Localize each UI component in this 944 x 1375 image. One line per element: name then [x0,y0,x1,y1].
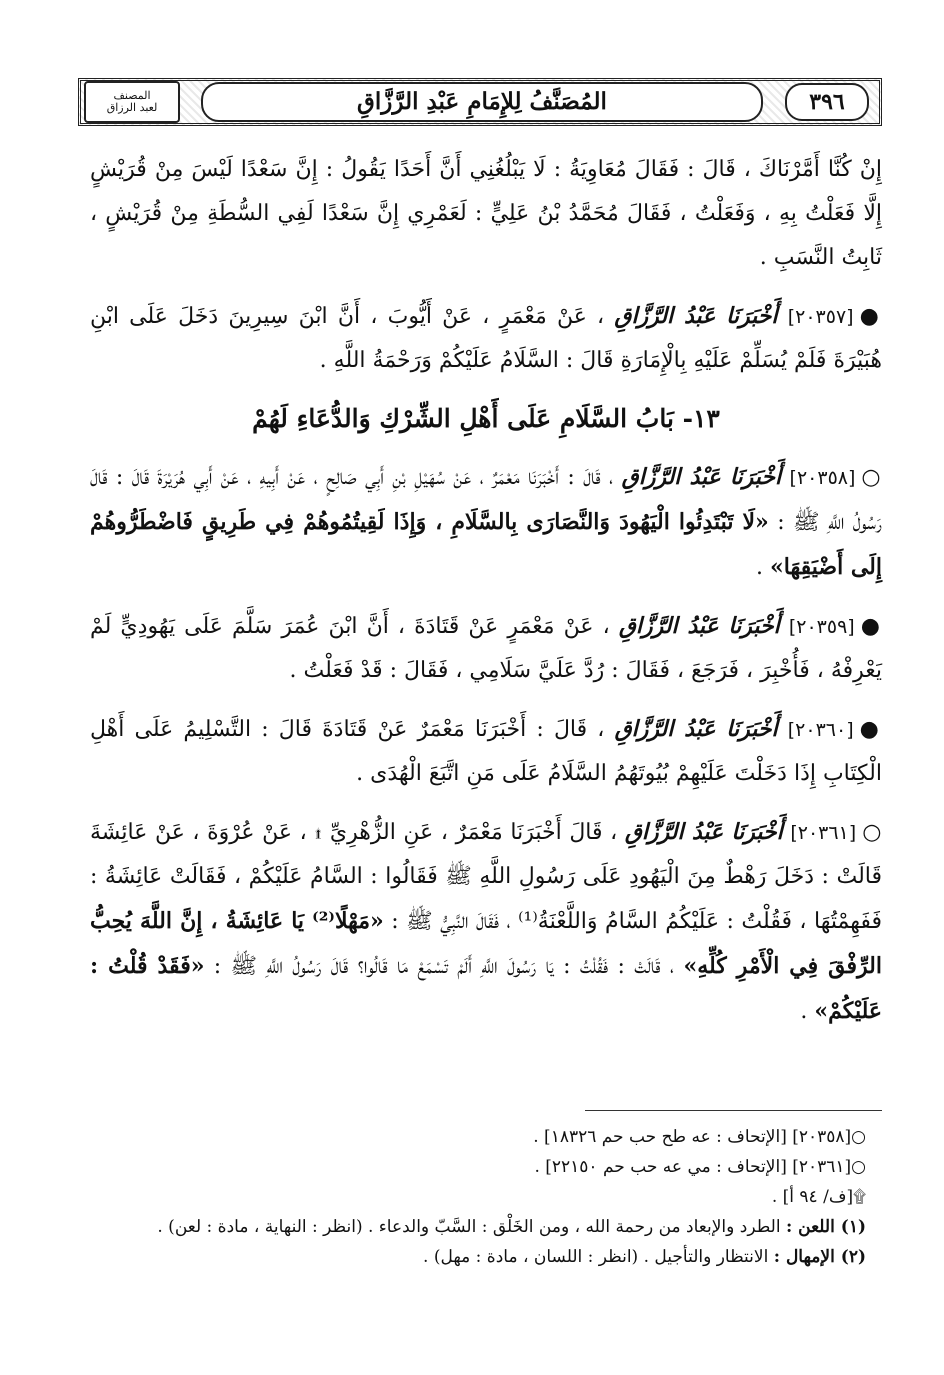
hadith-text: ، عَنْ مَعْمَرٍ ، عَنْ أَيُّوبَ ، أَنَّ ابْنَ سِيرِينَ دَخَلَ عَلَى ابْنِ هُبَيْرَةَ فَلَمْ يُسَلِّمْ عَلَيْهِ بِالْإِمَارَةِ قَالَ : السَّلَامُ عَلَيْكُمْ وَرَحْمَةُ اللَّهِ . [90,304,882,373]
isnad-opening: أَخْبَرَنَا عَبْدُ الرَّزَّاقِ [614,716,778,742]
footnote-2 [90,1242,866,1272]
hadith-isnad: ، قَالَ : أَخْبَرَنَا مَعْمَرٌ ، عَنْ سُهَيْلِ بْنِ أَبِي صَالِحٍ ، عَنْ أَبِيهِ ، عَنْ أَبِي هُرَيْرَةَ قَالَ : قَالَ رَسُولُ اللَّهِ ﷺ : [90,465,882,535]
circle-marker: ○ [862,819,882,845]
bullet-marker: ● [860,613,883,639]
hadith-20357 [90,294,882,383]
footnotes [90,1122,866,1272]
hadith-text: ، قَالَ : أَخْبَرَنَا مَعْمَرٌ عَنْ قَتَادَةَ قَالَ : التَّسْلِيمُ عَلَى أَهْلِ الْكِتَابِ إِذَا دَخَلْتَ عَلَيْهِمْ بُيُوتَهُمُ السَّلَامُ عَلَى مَنِ اتَّبَعَ الْهُدَى . [90,717,882,786]
hadith-number: [٢٠٣٥٧] [787,306,854,328]
bullet-marker: ● [859,716,882,742]
footnote-ithaf-20358: ○[٢٠٣٥٨] [الإتحاف : عه طح حب حم ١٨٣٢٦] . [533,1127,866,1147]
footnote-term: (١) اللعن : [785,1217,866,1237]
bullet-marker: ● [859,303,882,329]
hadith-20360 [90,707,882,796]
hadith-20358 [90,455,882,590]
hadith-end: . [800,999,808,1024]
isnad-opening: أَخْبَرَنَا عَبْدُ الرَّزَّاقِ [614,303,778,329]
book-title: المُصَنَّفُ لِلإِمَامِ عَبْدِ الرَّزَّاقِ [201,82,763,122]
hadith-number: [٢٠٣٥٩] [788,616,855,638]
hadith-20361 [90,810,882,1034]
hadith-20359 [90,604,882,693]
footnote-divider [585,1110,882,1111]
hadith-continuation: ، قَالَتْ : فَقُلْتُ : يَا رَسُولَ اللَّهِ أَلَمْ تَسْمَعْ مَا قَالُوا؟ قَالَ رَسُولُ اللَّهِ ﷺ : [213,954,675,979]
isnad-opening: أَخْبَرَنَا عَبْدُ الرَّزَّاقِ [621,464,782,490]
hadith-isnad: ، قَالَ أَخْبَرَنَا مَعْمَرٌ ، عَنِ الزُّهْرِيِّ ۩ ، عَنْ عُرْوَةَ ، عَنْ عَائِشَةَ قَالَتْ : دَخَلَ رَهْطٌ مِنَ الْيَهُودِ عَلَى رَسُولِ اللَّهِ ﷺ فَقَالُوا : السَّامُ عَلَيْكُمْ ، فَقَالَتْ عَائِشَةُ : فَفَهِمْتُهَا ، فَقُلْتُ : عَلَيْكُمُ السَّامُ وَاللَّعْنَةُ⁽¹⁾ ، فَقَالَ النَّبِيُّ ﷺ : [90,820,882,934]
footnote-term: (٢) الإمهال : [773,1247,866,1267]
hadith-matn-1: «مَهْلًا⁽²⁾ يَا عَائِشَةُ ، إِنَّ اللَّهَ يُحِبُّ الرِّفْقَ فِي الْأَمْرِ كُلِّهِ» [90,908,882,979]
main-text [90,148,882,1048]
running-header [78,78,882,126]
page-number: ٣٩٦ [785,83,869,121]
footnote-text: الطرد والإبعاد من رحمة الله ، ومن الخَلْق : السَّبّ والدعاء . (انظر : النهاية ، مادة : لعن) . [157,1217,781,1237]
circle-marker: ○ [861,464,883,490]
hadith-matn: «لَا تَبْتَدِئُوا الْيَهُودَ وَالنَّصَارَى بِالسَّلَامِ ، وَإِذَا لَقِيتُمُوهُمْ فِي طَرِيقٍ فَاضْطَرُّوهُمْ إِلَى أَضْيَقِهَا» [90,509,882,580]
hadith-text: ، عَنْ مَعْمَرٍ عَنْ قَتَادَةَ ، أَنَّ ابْنَ عُمَرَ سَلَّمَ عَلَى يَهُودِيٍّ لَمْ يَعْرِفْهُ ، فَأُخْبِرَ ، فَرَجَعَ ، فَقَالَ : رُدَّ عَلَيَّ سَلَامِي ، فَقَالَ : قَدْ فَعَلْتُ . [90,614,882,683]
hadith-number: [٢٠٣٥٨] [789,467,856,489]
book-emblem [84,81,180,123]
isnad-opening: أَخْبَرَنَا عَبْدُ الرَّزَّاقِ [618,613,780,639]
hadith-number: [٢٠٣٦١] [790,822,857,844]
footnote-1 [90,1212,866,1242]
continuation-paragraph: إِنْ كُنَّا أَمَّرْنَاكَ ، قَالَ : فَقَالَ مُعَاوِيَةُ : لَا يَبْلُغُنِي أَنَّ أَحَدًا يَقُولُ : إِنَّ سَعْدًا لَيْسَ مِنْ قُرَيْشٍ إِلَّا فَعَلْتُ بِهِ ، وَفَعَلْتُ ، فَقَالَ مُحَمَّدُ بْنُ عَلِيٍّ : لَعَمْرِي إِنَّ سَعْدًا لَفِي السُّطَةِ مِنْ قُرَيْشٍ ، ثَابِتُ النَّسَبِ . [90,157,882,270]
footnote-ithaf-20361: ○[٢٠٣٦١] [الإتحاف : مي عه حب حم ٢٢١٥٠] . [534,1157,866,1177]
hadith-end: . [756,555,764,580]
chapter-heading: ١٣- بَابُ السَّلَامِ عَلَى أَهْلِ الشِّرْكِ وَالدُّعَاءِ لَهُمْ [252,404,720,433]
emblem-line1: المصنف [113,89,151,102]
isnad-opening: أَخْبَرَنَا عَبْدُ الرَّزَّاقِ [624,819,783,845]
emblem-line2: لعبد الرزاق [106,101,158,114]
footnote-text: الانتظار والتأجيل . (انظر : اللسان ، مادة : مهل) . [423,1247,769,1267]
hadith-matn-2: «فَقَدْ قُلْتُ : عَلَيْكُمْ» [90,953,882,1024]
footnote-folio: ۩[ف/ ٩٤ أ] . [771,1187,866,1207]
hadith-number: [٢٠٣٦٠] [787,719,854,741]
